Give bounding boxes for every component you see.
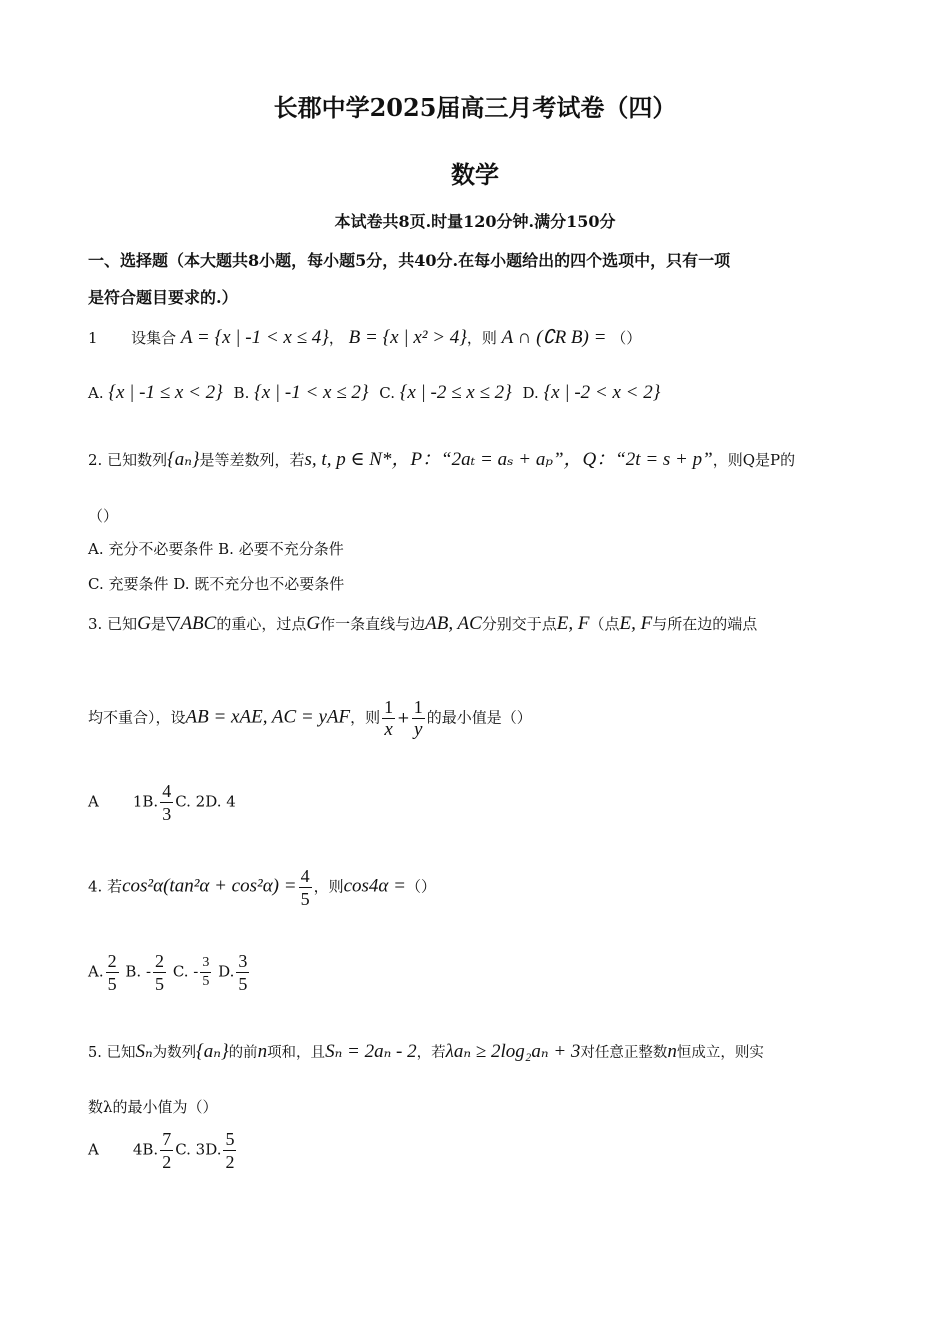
q2-cond: s, t, p ∈ N*: [304, 449, 392, 470]
q1-opt-d: {x | -2 < x < 2}: [543, 382, 661, 403]
q3-ef: E, F: [556, 613, 590, 634]
q5-opt-b: 4B.: [132, 1140, 159, 1159]
q1-number: 1: [88, 329, 98, 347]
q1-opt-b: {x | -1 < x ≤ 2}: [254, 382, 369, 403]
q3-ef2: E, F: [619, 613, 653, 634]
question-4: [88, 865, 436, 910]
exam-info: 本试卷共8页.时量120分钟.满分150分: [334, 212, 616, 231]
q1-set-b: B = {x | x² > 4}: [348, 327, 467, 348]
exam-title: 长郡中学2025届高三月考试卷（四）: [273, 93, 677, 122]
q5-sn: Sₙ: [135, 1041, 153, 1062]
q5-n: n: [257, 1041, 268, 1062]
q3-l1d: 作一条直线与边: [320, 615, 426, 633]
q1-mid: ，则: [466, 329, 497, 347]
q4-opt-d-label: D.: [218, 962, 235, 981]
q3-triangle: ▽ABC: [165, 613, 217, 634]
q2-options-cd: C. 充要条件 D. 既不充分也不必要条件: [88, 575, 345, 593]
q5-opt-frac2: $\frac{5}{2}$: [225, 1129, 235, 1172]
q2-t1: 是等差数列，若: [199, 451, 305, 469]
q5-t3: 项和，且: [267, 1045, 326, 1061]
section-heading-line1: 一、选择题（本大题共8小题，每小题5分，共40分.在每小题给出的四个选项中，只有一项: [88, 251, 731, 270]
q3-sides: AB, AC: [425, 613, 482, 634]
q3-line2: 均不重合），设AB = xAE, AC = yAF，则 $\frac{1}{x}$ + $\frac{1}{y}$ 的最小值是（）: [88, 697, 532, 740]
q2-seq: {aₙ}: [167, 449, 200, 470]
q1-opt-c: {x | -2 ≤ x ≤ 2}: [399, 382, 512, 403]
q2-p: ，P：“2aₜ = aₛ + aₚ”: [391, 449, 564, 470]
q5-n2: n: [667, 1041, 677, 1062]
q3-l1g: 与所在边的端点: [652, 615, 758, 633]
q3-opt-b: 1B.: [132, 792, 159, 811]
q1-opt-a: {x | -1 ≤ x < 2}: [108, 382, 223, 403]
q4-opt-a-label: A.: [88, 962, 104, 981]
q1-opt-d-label: D.: [522, 384, 539, 402]
q5-eq: Sₙ = 2aₙ - 2: [325, 1041, 417, 1062]
q1-opt-a-label: A.: [88, 384, 104, 402]
q5-t6: 恒成立，则实: [676, 1045, 764, 1061]
q2-q: ，Q：“2t = s + p”: [563, 449, 713, 470]
q4-opt-d: $\frac{3}{5}$: [238, 951, 248, 994]
q3-l1b: 是: [150, 615, 166, 633]
q4-post: ，则: [313, 877, 344, 896]
q2-t2: ，则Q是P的: [712, 451, 796, 469]
q3-frac-y: $\frac{1}{y}$: [413, 697, 423, 740]
q3-l1e: 分别交于点: [481, 615, 557, 633]
q2-paren: （）: [88, 507, 119, 525]
q1-pre: 设集合: [131, 329, 177, 347]
q3-relation: AB = xAE, AC = yAF: [185, 706, 351, 728]
q4-opt-c-label: C. -: [172, 962, 199, 981]
q3-l2c: 的最小值是（）: [426, 708, 532, 727]
q3-l1f: （点: [589, 615, 620, 633]
q5-t1: 为数列: [152, 1045, 197, 1061]
q2-pre: 2. 已知数列: [88, 451, 168, 469]
q5-t5: 对任意正整数: [580, 1045, 668, 1061]
q4-paren: （）: [405, 877, 436, 896]
question-3: [88, 612, 757, 635]
subject-title: 数学: [451, 160, 499, 189]
q5-opt-a: A: [88, 1140, 99, 1159]
q1-set-a: A = {x | -1 < x ≤ 4}: [180, 327, 329, 348]
q3-l2a: 均不重合），设: [88, 708, 186, 727]
q3-l1a: 3. 已知: [88, 615, 138, 633]
q5-pre: 5. 已知: [88, 1045, 136, 1061]
q1-options: [88, 382, 666, 404]
q3-g: G: [137, 613, 151, 634]
q5-ineq: λaₙ ≥ 2log₂aₙ + 3: [445, 1041, 581, 1062]
q5-options: [88, 1128, 238, 1173]
q3-g2: G: [306, 613, 321, 634]
q3-opt-cd: C. 2D. 4: [175, 792, 236, 811]
q5-seq: {aₙ}: [196, 1041, 229, 1062]
q3-l2b: ，则: [350, 708, 381, 727]
q3-opt-frac: $\frac{4}{3}$: [162, 781, 172, 824]
q4-opt-b: $\frac{2}{5}$: [155, 951, 165, 994]
q5-opt-cd: C. 3D.: [175, 1140, 222, 1159]
q5-t2: 的前: [228, 1045, 258, 1061]
q1-opt-b-label: B.: [233, 384, 250, 402]
section-heading-line2: 是符合题目要求的.）: [88, 288, 238, 307]
q5-line2: 数λ的最小值为（）: [88, 1098, 218, 1116]
q1-paren: （）: [611, 329, 642, 347]
q4-pre: 4. 若: [88, 877, 123, 896]
q3-l1c: 的重心，过点: [216, 615, 307, 633]
q1-expr: A ∩ (∁R B) =: [501, 327, 607, 348]
q5-t4: ，若: [416, 1045, 446, 1061]
q4-opt-a: $\frac{2}{5}$: [107, 951, 117, 994]
question-1: 1 设集合 A = {x | -1 < x ≤ 4}， B = {x | x² > 4}，则 A ∩ (∁R B) = （）: [88, 327, 642, 348]
q4-ask: cos4α =: [343, 875, 406, 897]
question-2: [88, 444, 795, 471]
q4-opt-b-label: B. -: [125, 962, 152, 981]
q4-opt-c: $\frac{3}{5}$: [202, 955, 210, 989]
q4-frac: $\frac{4}{5}$: [300, 866, 310, 909]
q4-options: [88, 950, 251, 995]
q5-opt-frac1: $\frac{7}{2}$: [162, 1129, 172, 1172]
q2-options-ab: A. 充分不必要条件 B. 必要不充分条件: [88, 540, 344, 558]
question-5: [88, 1040, 764, 1063]
q1-opt-c-label: C.: [379, 384, 395, 402]
q3-frac-x: $\frac{1}{x}$: [384, 697, 394, 740]
q3-options: [88, 780, 236, 825]
q3-opt-a: A: [88, 792, 99, 811]
q4-expr: cos²α(tan²α + cos²α) =: [122, 875, 297, 897]
